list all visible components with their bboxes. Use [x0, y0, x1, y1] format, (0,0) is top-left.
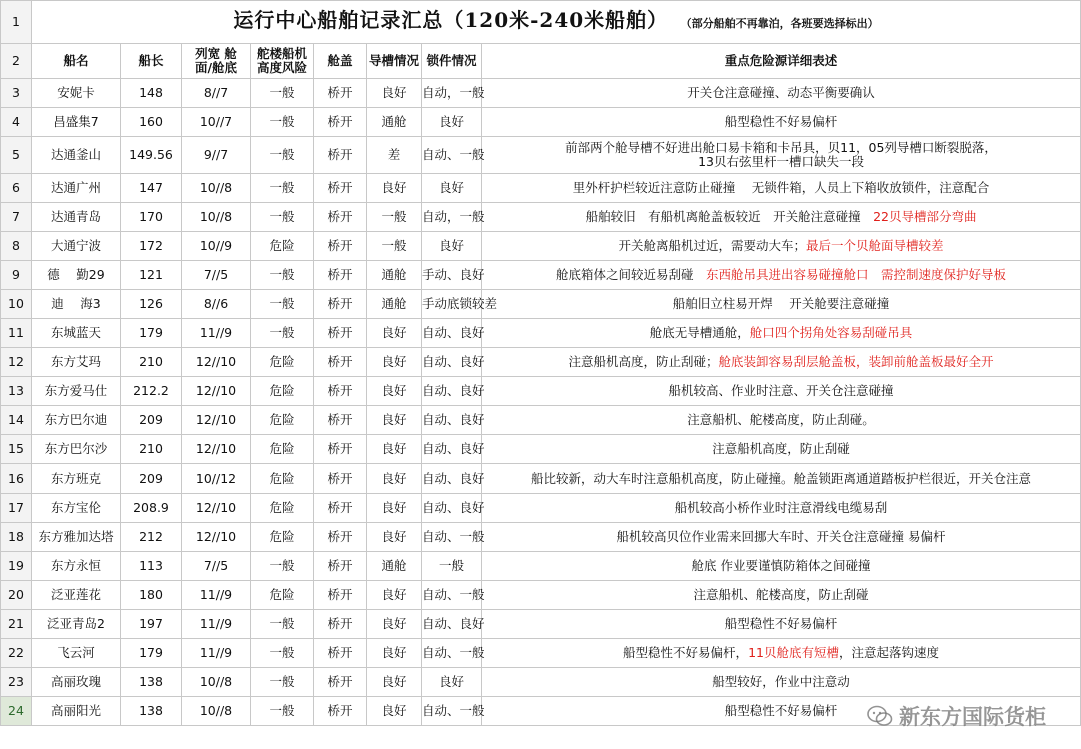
cell-risk[interactable]: 一般 [251, 668, 314, 697]
cell-length[interactable]: 147 [121, 174, 182, 203]
detail-text: ，注意起落钩速度 [838, 645, 939, 660]
cell-hatch[interactable]: 桥开 [314, 668, 367, 697]
cell-ship-name[interactable]: 东方雅加达塔 [32, 523, 121, 552]
cell-risk[interactable]: 一般 [251, 552, 314, 581]
cell-guides[interactable]: 良好 [367, 610, 422, 639]
title-cell[interactable] [32, 1, 1081, 44]
cell-guides[interactable]: 良好 [367, 435, 422, 464]
cell-risk[interactable]: 危险 [251, 494, 314, 523]
cell-locks[interactable]: 自动、良好 [422, 494, 482, 523]
detail-text: 舱底箱体之间较近易刮碰 [556, 267, 707, 282]
header-bridge-line1: 舵楼船机 [256, 46, 307, 61]
cell-risk[interactable]: 危险 [251, 406, 314, 435]
cell-details[interactable] [482, 79, 1081, 108]
cell-bays[interactable]: 11//9 [182, 319, 251, 348]
cell-ship-name[interactable]: 达通青岛 [32, 203, 121, 232]
row-number[interactable]: 6 [1, 174, 32, 203]
cell-details[interactable] [482, 552, 1081, 581]
cell-details[interactable] [482, 464, 1081, 494]
detail-text: 船型较好，作业中注意动 [712, 674, 850, 689]
detail-text: 注意船机、舵楼高度，防止刮碰 [693, 587, 869, 602]
row-number[interactable]: 22 [1, 639, 32, 668]
detail-warning: 最后一个贝舱面导槽较差 [806, 238, 944, 253]
cell-bays[interactable]: 12//10 [182, 406, 251, 435]
cell-bays[interactable]: 10//8 [182, 203, 251, 232]
cell-length[interactable]: 208.9 [121, 494, 182, 523]
row-number[interactable]: 16 [1, 464, 32, 494]
cell-guides[interactable]: 良好 [367, 464, 422, 494]
cell-risk[interactable]: 一般 [251, 261, 314, 290]
cell-details[interactable] [482, 581, 1081, 610]
cell-details[interactable] [482, 348, 1081, 377]
row-number[interactable]: 23 [1, 668, 32, 697]
cell-guides[interactable]: 良好 [367, 79, 422, 108]
cell-hatch[interactable]: 桥开 [314, 137, 367, 174]
table-row [1, 639, 1081, 668]
detail-text: 船机较高贝位作业需来回挪大车时、开关仓注意碰撞 易偏杆 [616, 529, 946, 544]
cell-length[interactable]: 209 [121, 464, 182, 494]
cell-bays[interactable]: 7//5 [182, 261, 251, 290]
detail-text: 开关仓注意碰撞、动态平衡要确认 [687, 85, 875, 100]
detail-text: 船机较高小桥作业时注意滑线电缆易刮 [674, 500, 888, 515]
cell-details[interactable] [482, 108, 1081, 137]
cell-hatch[interactable]: 桥开 [314, 464, 367, 494]
cell-ship-name[interactable]: 东方艾玛 [32, 348, 121, 377]
header-hatch[interactable]: 舱盖 [314, 44, 367, 79]
header-bays-line2: 面/舱底 [194, 60, 238, 75]
table-row [1, 377, 1081, 406]
cell-bays[interactable]: 12//10 [182, 523, 251, 552]
table-row [1, 261, 1081, 290]
row-number[interactable]: 3 [1, 79, 32, 108]
cell-length[interactable]: 113 [121, 552, 182, 581]
cell-hatch[interactable]: 桥开 [314, 435, 367, 464]
cell-risk[interactable]: 一般 [251, 610, 314, 639]
cell-locks[interactable]: 自动、良好 [422, 377, 482, 406]
cell-risk[interactable]: 危险 [251, 581, 314, 610]
header-row [1, 44, 1081, 79]
cell-details[interactable] [482, 435, 1081, 464]
detail-warning: 舱底装卸容易刮层舱盖板，装卸前舱盖板最好全开 [718, 354, 994, 369]
cell-hatch[interactable]: 桥开 [314, 232, 367, 261]
cell-length[interactable]: 180 [121, 581, 182, 610]
cell-ship-name[interactable]: 飞云河 [32, 639, 121, 668]
detail-text: 船舶较旧 有船机离舱盖板较近 开关舱注意碰撞 [585, 209, 874, 224]
cell-details[interactable] [482, 697, 1081, 726]
detail-line: 13贝右弦里杆一槽口缺失一段 [698, 154, 864, 169]
row-number[interactable]: 17 [1, 494, 32, 523]
cell-risk[interactable]: 一般 [251, 174, 314, 203]
cell-risk[interactable]: 一般 [251, 697, 314, 726]
cell-risk[interactable]: 一般 [251, 79, 314, 108]
cell-ship-name[interactable]: 东方爱马仕 [32, 377, 121, 406]
cell-guides[interactable]: 良好 [367, 174, 422, 203]
cell-length[interactable]: 126 [121, 290, 182, 319]
detail-text: 舱底 作业要谨慎防箱体之间碰撞 [691, 558, 871, 573]
cell-hatch[interactable]: 桥开 [314, 406, 367, 435]
header-length[interactable]: 船长 [121, 44, 182, 79]
table-row [1, 668, 1081, 697]
table-row [1, 290, 1081, 319]
cell-locks[interactable]: 自动、良好 [422, 464, 482, 494]
cell-locks[interactable]: 自动，一般 [422, 203, 482, 232]
cell-length[interactable]: 121 [121, 261, 182, 290]
header-name[interactable]: 船名 [32, 44, 121, 79]
detail-text: 注意船机、舵楼高度，防止刮碰。 [687, 412, 875, 427]
table-row [1, 108, 1081, 137]
detail-warning: 舱口四个拐角处容易刮碰吊具 [749, 325, 913, 340]
cell-details[interactable] [482, 494, 1081, 523]
cell-ship-name[interactable]: 东方巴尔沙 [32, 435, 121, 464]
cell-bays[interactable]: 8//7 [182, 79, 251, 108]
cell-ship-name[interactable]: 泛亚莲花 [32, 581, 121, 610]
cell-length[interactable]: 179 [121, 639, 182, 668]
cell-length[interactable]: 148 [121, 79, 182, 108]
cell-hatch[interactable]: 桥开 [314, 639, 367, 668]
cell-length[interactable]: 179 [121, 319, 182, 348]
cell-bays[interactable]: 10//8 [182, 174, 251, 203]
cell-locks[interactable]: 自动、良好 [422, 435, 482, 464]
cell-details[interactable] [482, 203, 1081, 232]
cell-hatch[interactable]: 桥开 [314, 697, 367, 726]
cell-risk[interactable]: 一般 [251, 137, 314, 174]
detail-line: 前部两个舱导槽不好进出舱口易卡箱和卡吊具，贝11，05列导槽口断裂脱落， [565, 140, 997, 155]
header-locks[interactable]: 锁件情况 [422, 44, 482, 79]
cell-hatch[interactable]: 桥开 [314, 523, 367, 552]
cell-locks[interactable]: 自动、一般 [422, 581, 482, 610]
cell-details[interactable] [482, 377, 1081, 406]
cell-locks[interactable]: 手动、良好 [422, 261, 482, 290]
cell-locks[interactable]: 良好 [422, 668, 482, 697]
row-number[interactable]: 10 [1, 290, 32, 319]
row-number[interactable]: 20 [1, 581, 32, 610]
detail-text: 船型稳性不好易偏杆 [724, 616, 838, 631]
cell-guides[interactable]: 通舱 [367, 108, 422, 137]
cell-bays[interactable]: 12//10 [182, 377, 251, 406]
cell-ship-name[interactable]: 迪 海3 [32, 290, 121, 319]
cell-guides[interactable]: 良好 [367, 668, 422, 697]
detail-text: 船型稳性不好易偏杆 [724, 114, 838, 129]
header-details[interactable]: 重点危险源详细表述 [482, 44, 1081, 79]
cell-ship-name[interactable]: 泛亚青岛2 [32, 610, 121, 639]
cell-length[interactable]: 197 [121, 610, 182, 639]
cell-ship-name[interactable]: 德 勤29 [32, 261, 121, 290]
cell-risk[interactable]: 危险 [251, 435, 314, 464]
cell-hatch[interactable]: 桥开 [314, 319, 367, 348]
row-number[interactable]: 5 [1, 137, 32, 174]
cell-hatch[interactable]: 桥开 [314, 377, 367, 406]
header-bays-line1: 列宽 舱 [195, 46, 237, 61]
cell-hatch[interactable]: 桥开 [314, 108, 367, 137]
cell-risk[interactable]: 危险 [251, 232, 314, 261]
cell-details[interactable] [482, 261, 1081, 290]
cell-risk[interactable]: 一般 [251, 108, 314, 137]
cell-hatch[interactable]: 桥开 [314, 581, 367, 610]
cell-ship-name[interactable]: 东城蓝天 [32, 319, 121, 348]
cell-guides[interactable]: 差 [367, 137, 422, 174]
cell-length[interactable]: 160 [121, 108, 182, 137]
table-row [1, 174, 1081, 203]
cell-risk[interactable]: 一般 [251, 319, 314, 348]
detail-text: 船型稳性不好易偏杆， [623, 645, 749, 660]
row-number[interactable]: 1 [1, 1, 32, 44]
cell-locks[interactable]: 一般 [422, 552, 482, 581]
row-number[interactable]: 11 [1, 319, 32, 348]
cell-locks[interactable]: 自动、一般 [422, 137, 482, 174]
cell-locks[interactable]: 自动、良好 [422, 406, 482, 435]
cell-details[interactable] [482, 523, 1081, 552]
cell-risk[interactable]: 一般 [251, 639, 314, 668]
table-row [1, 464, 1081, 494]
row-number[interactable]: 24 [1, 697, 32, 726]
cell-length[interactable]: 212 [121, 523, 182, 552]
table-row [1, 406, 1081, 435]
table-row [1, 137, 1081, 174]
cell-guides[interactable]: 良好 [367, 639, 422, 668]
detail-text: 船型稳性不好易偏杆 [724, 703, 838, 718]
cell-ship-name[interactable]: 高丽玫瑰 [32, 668, 121, 697]
cell-locks[interactable]: 手动底锁较差 [422, 290, 482, 319]
detail-text: 注意船机高度，防止刮碰 [712, 441, 850, 456]
cell-details[interactable] [482, 137, 1081, 174]
table-row [1, 523, 1081, 552]
cell-locks[interactable]: 自动、良好 [422, 610, 482, 639]
cell-length[interactable]: 212.2 [121, 377, 182, 406]
row-number[interactable]: 15 [1, 435, 32, 464]
sheet-title: 运行中心船舶记录汇总（120米-240米船舶） [233, 8, 669, 32]
table-row [1, 697, 1081, 726]
header-bridge-line2: 高度风险 [256, 60, 307, 75]
cell-hatch[interactable]: 桥开 [314, 552, 367, 581]
row-number[interactable]: 2 [1, 44, 32, 79]
cell-locks[interactable]: 自动、良好 [422, 319, 482, 348]
cell-hatch[interactable]: 桥开 [314, 348, 367, 377]
cell-ship-name[interactable]: 东方巴尔迪 [32, 406, 121, 435]
cell-hatch[interactable]: 桥开 [314, 290, 367, 319]
cell-risk[interactable]: 一般 [251, 290, 314, 319]
table-row [1, 203, 1081, 232]
cell-details[interactable] [482, 174, 1081, 203]
cell-locks[interactable]: 自动，一般 [422, 79, 482, 108]
cell-ship-name[interactable]: 高丽阳光 [32, 697, 121, 726]
cell-guides[interactable]: 通舱 [367, 552, 422, 581]
cell-bays[interactable]: 9//7 [182, 137, 251, 174]
cell-bays[interactable]: 10//7 [182, 108, 251, 137]
cell-details[interactable] [482, 290, 1081, 319]
cell-locks[interactable]: 自动、良好 [422, 348, 482, 377]
cell-length[interactable]: 170 [121, 203, 182, 232]
cell-guides[interactable]: 良好 [367, 319, 422, 348]
table-row [1, 610, 1081, 639]
row-number[interactable]: 14 [1, 406, 32, 435]
title-row [1, 1, 1081, 44]
cell-ship-name[interactable]: 东方永恒 [32, 552, 121, 581]
cell-guides[interactable]: 良好 [367, 581, 422, 610]
detail-text: 船比较新，动大车时注意船机高度，防止碰撞。舱盖锁距离通道踏板护栏很近，开关仓注意 [531, 470, 1032, 486]
detail-warning: 22贝导槽部分弯曲 [873, 209, 977, 224]
cell-details[interactable] [482, 406, 1081, 435]
title-note: （部分船舶不再靠泊，各班要选择标出） [686, 17, 879, 30]
cell-hatch[interactable]: 桥开 [314, 174, 367, 203]
table-row [1, 232, 1081, 261]
cell-ship-name[interactable]: 大通宁波 [32, 232, 121, 261]
cell-risk[interactable]: 危险 [251, 523, 314, 552]
row-number[interactable]: 13 [1, 377, 32, 406]
table-row [1, 435, 1081, 464]
cell-ship-name[interactable]: 达通广州 [32, 174, 121, 203]
cell-guides[interactable]: 良好 [367, 406, 422, 435]
cell-bays[interactable]: 11//9 [182, 581, 251, 610]
cell-details[interactable] [482, 319, 1081, 348]
header-guides[interactable]: 导槽情况 [367, 44, 422, 79]
cell-guides[interactable]: 通舱 [367, 261, 422, 290]
cell-locks[interactable]: 自动、一般 [422, 697, 482, 726]
cell-ship-name[interactable]: 东方宝伦 [32, 494, 121, 523]
cell-length[interactable]: 210 [121, 435, 182, 464]
cell-locks[interactable]: 良好 [422, 232, 482, 261]
cell-bays[interactable]: 12//10 [182, 435, 251, 464]
cell-length[interactable]: 209 [121, 406, 182, 435]
cell-bays[interactable]: 10//8 [182, 697, 251, 726]
row-number[interactable]: 4 [1, 108, 32, 137]
row-number[interactable]: 19 [1, 552, 32, 581]
cell-guides[interactable]: 良好 [367, 697, 422, 726]
cell-bays[interactable]: 11//9 [182, 610, 251, 639]
cell-details[interactable] [482, 232, 1081, 261]
cell-ship-name[interactable]: 达通釜山 [32, 137, 121, 174]
row-number[interactable]: 21 [1, 610, 32, 639]
cell-guides[interactable]: 一般 [367, 232, 422, 261]
detail-text: 舱底无导槽通舱， [649, 325, 750, 340]
cell-ship-name[interactable]: 昌盛集7 [32, 108, 121, 137]
cell-bays[interactable]: 12//10 [182, 348, 251, 377]
cell-guides[interactable]: 良好 [367, 494, 422, 523]
cell-guides[interactable]: 通舱 [367, 290, 422, 319]
header-bays[interactable] [182, 44, 251, 79]
cell-bays[interactable]: 10//9 [182, 232, 251, 261]
cell-bays[interactable]: 8//6 [182, 290, 251, 319]
cell-bays[interactable]: 10//12 [182, 464, 251, 494]
cell-locks[interactable]: 良好 [422, 108, 482, 137]
cell-locks[interactable]: 良好 [422, 174, 482, 203]
detail-warning: 11贝舱底有短槽 [748, 645, 839, 660]
cell-bays[interactable]: 7//5 [182, 552, 251, 581]
table-row [1, 581, 1081, 610]
watermark-text: 新东方国际货柜 [899, 705, 1046, 729]
detail-text: 注意船机高度，防止刮碰； [568, 354, 719, 369]
detail-text: 里外杆护栏较近注意防止碰撞 无锁件箱，人员上下箱收放锁件，注意配合 [572, 180, 990, 195]
cell-details[interactable] [482, 639, 1081, 668]
row-number[interactable]: 18 [1, 523, 32, 552]
detail-text: 船机较高、作业时注意、开关仓注意碰撞 [668, 383, 894, 398]
cell-hatch[interactable]: 桥开 [314, 261, 367, 290]
cell-hatch[interactable]: 桥开 [314, 494, 367, 523]
row-number[interactable]: 8 [1, 232, 32, 261]
row-number[interactable]: 12 [1, 348, 32, 377]
cell-guides[interactable]: 良好 [367, 523, 422, 552]
cell-details[interactable] [482, 610, 1081, 639]
table-row [1, 494, 1081, 523]
cell-locks[interactable]: 自动、一般 [422, 523, 482, 552]
cell-risk[interactable]: 一般 [251, 203, 314, 232]
cell-guides[interactable]: 良好 [367, 348, 422, 377]
cell-hatch[interactable]: 桥开 [314, 203, 367, 232]
detail-warning: 东西舱吊具进出容易碰撞舱口 需控制速度保护好导板 [706, 267, 1007, 282]
row-number[interactable]: 7 [1, 203, 32, 232]
cell-hatch[interactable]: 桥开 [314, 79, 367, 108]
cell-hatch[interactable]: 桥开 [314, 610, 367, 639]
detail-text: 船舶旧立柱易开焊 开关舱要注意碰撞 [672, 296, 890, 311]
cell-length[interactable]: 172 [121, 232, 182, 261]
table-row [1, 348, 1081, 377]
cell-guides[interactable]: 一般 [367, 203, 422, 232]
cell-length[interactable]: 149.56 [121, 137, 182, 174]
cell-length[interactable]: 210 [121, 348, 182, 377]
cell-length[interactable]: 138 [121, 697, 182, 726]
row-number[interactable]: 9 [1, 261, 32, 290]
table-row [1, 552, 1081, 581]
cell-bays[interactable]: 12//10 [182, 494, 251, 523]
cell-ship-name[interactable]: 东方班克 [32, 464, 121, 494]
cell-ship-name[interactable]: 安妮卡 [32, 79, 121, 108]
cell-bays[interactable]: 11//9 [182, 639, 251, 668]
cell-risk[interactable]: 危险 [251, 348, 314, 377]
cell-risk[interactable]: 危险 [251, 464, 314, 494]
table-row [1, 79, 1081, 108]
cell-bays[interactable]: 10//8 [182, 668, 251, 697]
cell-length[interactable]: 138 [121, 668, 182, 697]
header-bridge-risk[interactable] [251, 44, 314, 79]
detail-text: 开关舱离船机过近，需要动大车； [618, 238, 807, 253]
cell-details[interactable] [482, 668, 1081, 697]
cell-guides[interactable]: 良好 [367, 377, 422, 406]
cell-locks[interactable]: 自动、一般 [422, 639, 482, 668]
table-row [1, 319, 1081, 348]
cell-risk[interactable]: 危险 [251, 377, 314, 406]
